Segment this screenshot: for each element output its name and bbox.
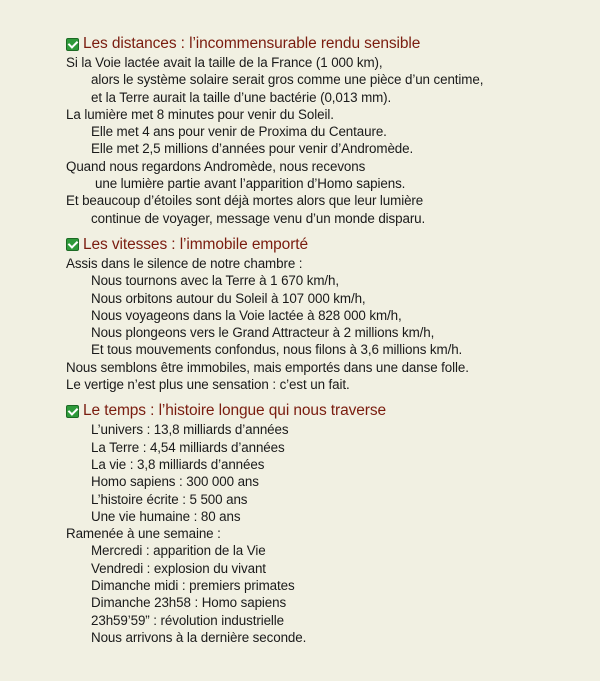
text-line: et la Terre aurait la taille d’une bactérie (0,013 mm). [91, 89, 392, 105]
text-line: L’univers : 13,8 milliards d’années [91, 422, 289, 438]
section-heading [66, 401, 580, 421]
text-line: Mercredi : apparition de la Vie [91, 543, 266, 559]
text-line: Et tous mouvements confondus, nous filons à 3,6 millions km/h. [91, 342, 463, 358]
text-line: Assis dans le silence de notre chambre : [66, 255, 303, 271]
text-line: La vie : 3,8 milliards d’années [91, 456, 265, 472]
section-vitesses [66, 235, 580, 393]
text-line: continue de voyager, message venu d’un monde disparu. [91, 210, 426, 226]
text-line: Elle met 4 ans pour venir de Proxima du Centaure. [91, 124, 387, 140]
text-line: Nous arrivons à la dernière seconde. [91, 629, 307, 645]
text-line: Le vertige n’est plus une sensation : c’est un fait. [66, 377, 350, 393]
text-line: Nous plongeons vers le Grand Attracteur à 2 millions km/h, [91, 325, 435, 341]
text-line: Si la Voie lactée avait la taille de la France (1 000 km), [66, 55, 383, 70]
section-distances [66, 34, 580, 227]
section-temps [66, 401, 580, 646]
text-line: La lumière met 8 minutes pour venir du Soleil. [66, 106, 334, 122]
text-line: une lumière partie avant l’apparition d’Homo sapiens. [95, 176, 406, 192]
text-line: Quand nous regardons Andromède, nous recevons [66, 158, 366, 174]
heading-text: Le temps : l’histoire longue qui nous traverse [83, 402, 386, 420]
heading-text: Les distances : l’incommensurable rendu sensible [83, 35, 421, 52]
text-line: La Terre : 4,54 milliards d’années [91, 439, 285, 455]
text-line: Vendredi : explosion du vivant [91, 560, 266, 576]
text-line: Une vie humaine : 80 ans [91, 508, 241, 524]
text-line: 23h59’59” : révolution industrielle [91, 612, 285, 628]
text-line: Dimanche midi : premiers primates [91, 578, 295, 594]
checkbox-checked-icon [66, 405, 79, 418]
text-line: Nous semblons être immobiles, mais emportés dans une danse folle. [66, 359, 469, 375]
text-line: L’histoire écrite : 5 500 ans [91, 491, 248, 507]
text-line: Elle met 2,5 millions d’années pour venir d’Andromède. [91, 141, 414, 157]
text-line: Nous tournons avec la Terre à 1 670 km/h, [91, 273, 339, 289]
text-line: Ramenée à une semaine : [66, 526, 221, 542]
text-line: Nous orbitons autour du Soleil à 107 000 km/h, [91, 290, 366, 306]
text-line: alors le système solaire serait gros comme une pièce d’un centime, [91, 72, 484, 88]
text-line: Nous voyageons dans la Voie lactée à 828 000 km/h, [91, 307, 402, 323]
section-heading [66, 34, 580, 54]
section-heading [66, 235, 580, 255]
checkbox-checked-icon [66, 238, 79, 251]
text-line: Homo sapiens : 300 000 ans [91, 474, 259, 490]
checkbox-checked-icon [66, 38, 79, 51]
text-line: Et beaucoup d’étoiles sont déjà mortes alors que leur lumière [66, 193, 424, 209]
heading-text: Les vitesses : l’immobile emporté [83, 235, 308, 253]
text-line: Dimanche 23h58 : Homo sapiens [91, 595, 287, 611]
